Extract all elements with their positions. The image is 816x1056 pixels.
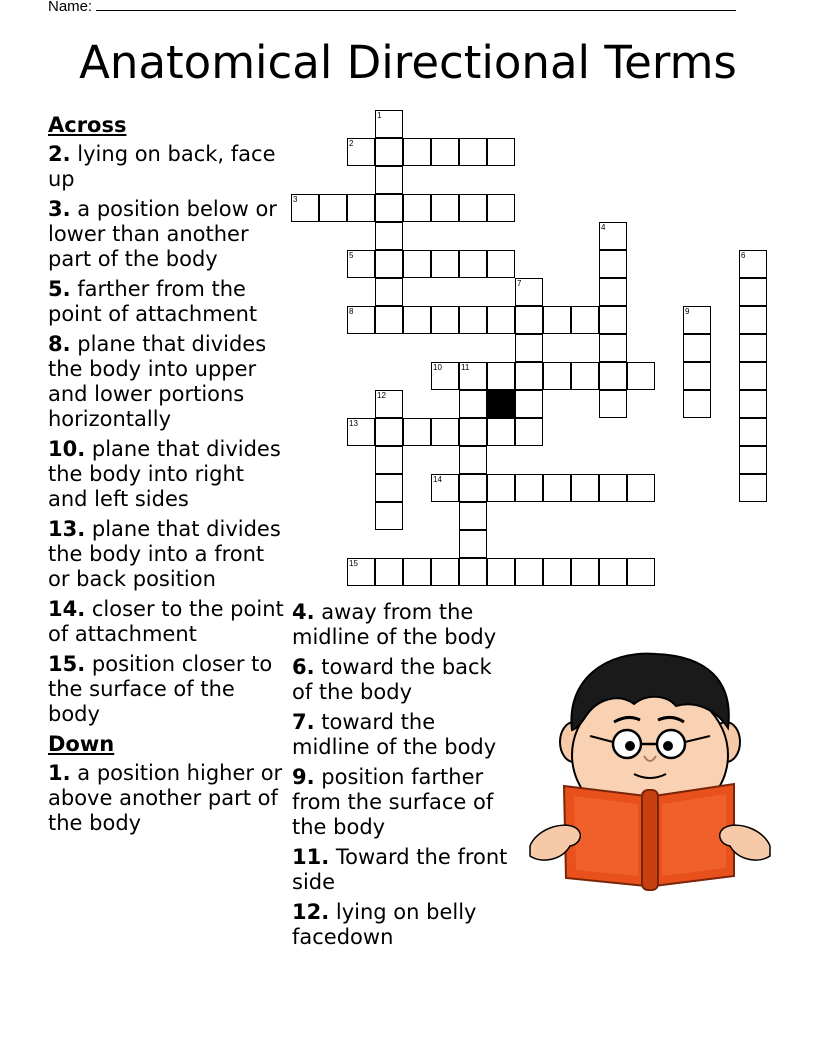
clue-number: 9. bbox=[292, 765, 315, 789]
grid-cell[interactable] bbox=[543, 474, 571, 502]
grid-cell[interactable] bbox=[375, 474, 403, 502]
clue-number: 10. bbox=[48, 437, 86, 461]
grid-cell[interactable] bbox=[347, 306, 375, 334]
grid-cell[interactable] bbox=[431, 306, 459, 334]
grid-cell[interactable] bbox=[459, 250, 487, 278]
grid-cell[interactable] bbox=[375, 418, 403, 446]
clue-number: 5. bbox=[48, 277, 71, 301]
grid-cell[interactable] bbox=[375, 446, 403, 474]
cell-number: 11 bbox=[461, 363, 470, 372]
clue-text: position closer to the surface of the body bbox=[48, 652, 273, 726]
grid-cell[interactable] bbox=[459, 362, 487, 390]
clue-text: plane that divides the body into upper and lower portions horizontally bbox=[48, 332, 267, 431]
grid-cell[interactable] bbox=[375, 250, 403, 278]
grid-cell[interactable] bbox=[375, 110, 403, 138]
cell-number: 1 bbox=[377, 111, 382, 120]
grid-cell[interactable] bbox=[739, 474, 767, 502]
cell-number: 15 bbox=[349, 559, 358, 568]
grid-cell[interactable] bbox=[459, 558, 487, 586]
grid-cell[interactable] bbox=[375, 558, 403, 586]
across-clue bbox=[48, 142, 284, 192]
grid-cell[interactable] bbox=[459, 446, 487, 474]
name-label: Name: bbox=[48, 0, 93, 15]
grid-cell[interactable] bbox=[375, 138, 403, 166]
cell-number: 2 bbox=[349, 139, 354, 148]
grid-cell[interactable] bbox=[403, 194, 431, 222]
grid-cell[interactable] bbox=[431, 474, 459, 502]
down-clue bbox=[48, 761, 284, 836]
grid-cell[interactable] bbox=[431, 558, 459, 586]
clue-number: 4. bbox=[292, 600, 315, 624]
grid-cell[interactable] bbox=[403, 138, 431, 166]
clue-text: farther from the point of attachment bbox=[48, 277, 258, 326]
grid-cell[interactable] bbox=[431, 362, 459, 390]
cell-number: 5 bbox=[349, 251, 354, 260]
grid-cell[interactable] bbox=[599, 474, 627, 502]
cell-number: 14 bbox=[433, 475, 442, 484]
grid-cell[interactable] bbox=[375, 502, 403, 530]
grid-cell[interactable] bbox=[571, 558, 599, 586]
grid-cell[interactable] bbox=[347, 250, 375, 278]
across-clue bbox=[48, 197, 284, 272]
clue-text: position farther from the surface of the body bbox=[292, 765, 494, 839]
grid-cell[interactable] bbox=[459, 418, 487, 446]
grid-cell[interactable] bbox=[459, 502, 487, 530]
clue-number: 8. bbox=[48, 332, 71, 356]
grid-cell[interactable] bbox=[375, 390, 403, 418]
cell-number: 8 bbox=[349, 307, 354, 316]
clue-number: 2. bbox=[48, 142, 71, 166]
grid-cell[interactable] bbox=[543, 558, 571, 586]
clue-number: 12. bbox=[292, 900, 330, 924]
boy-reading-book-icon bbox=[526, 650, 776, 910]
across-heading: Across bbox=[48, 113, 127, 137]
grid-cell[interactable] bbox=[319, 194, 347, 222]
grid-cell[interactable] bbox=[375, 278, 403, 306]
grid-cell[interactable] bbox=[431, 194, 459, 222]
grid-cell[interactable] bbox=[515, 362, 543, 390]
grid-cell[interactable] bbox=[487, 194, 515, 222]
grid-cell[interactable] bbox=[571, 306, 599, 334]
grid-cell[interactable] bbox=[515, 474, 543, 502]
grid-cell[interactable] bbox=[375, 222, 403, 250]
clue-column-left bbox=[48, 113, 284, 841]
grid-cell[interactable] bbox=[599, 362, 627, 390]
clue-text: plane that divides the body into right and left sides bbox=[48, 437, 281, 511]
across-clue bbox=[48, 437, 284, 512]
grid-cell[interactable] bbox=[375, 166, 403, 194]
grid-cell[interactable] bbox=[431, 418, 459, 446]
across-clue bbox=[48, 517, 284, 592]
grid-cell[interactable] bbox=[487, 306, 515, 334]
clue-text: lying on belly facedown bbox=[292, 900, 477, 949]
grid-cell[interactable] bbox=[403, 306, 431, 334]
down-clue bbox=[292, 765, 517, 840]
cell-number: 3 bbox=[293, 195, 298, 204]
name-field bbox=[48, 0, 736, 15]
grid-cell[interactable] bbox=[487, 362, 515, 390]
grid-cell[interactable] bbox=[739, 362, 767, 390]
grid-cell[interactable] bbox=[487, 250, 515, 278]
down-clue bbox=[292, 655, 517, 705]
cell-number: 4 bbox=[601, 223, 606, 232]
grid-cell[interactable] bbox=[571, 474, 599, 502]
grid-cell[interactable] bbox=[487, 558, 515, 586]
down-clue bbox=[292, 600, 517, 650]
grid-cell[interactable] bbox=[627, 362, 655, 390]
grid-cell[interactable] bbox=[515, 334, 543, 362]
down-clue bbox=[292, 900, 517, 950]
clue-text: closer to the point of attachment bbox=[48, 597, 284, 646]
across-clue bbox=[48, 597, 284, 647]
cell-number: 6 bbox=[741, 251, 746, 260]
grid-cell[interactable] bbox=[347, 418, 375, 446]
grid-block bbox=[487, 390, 515, 418]
grid-cell[interactable] bbox=[515, 558, 543, 586]
grid-cell[interactable] bbox=[459, 306, 487, 334]
grid-cell[interactable] bbox=[599, 558, 627, 586]
grid-cell[interactable] bbox=[543, 362, 571, 390]
grid-cell[interactable] bbox=[403, 418, 431, 446]
grid-cell[interactable] bbox=[487, 418, 515, 446]
grid-cell[interactable] bbox=[375, 194, 403, 222]
clue-text: away from the midline of the body bbox=[292, 600, 497, 649]
grid-cell[interactable] bbox=[487, 474, 515, 502]
clue-number: 7. bbox=[292, 710, 315, 734]
grid-cell[interactable] bbox=[739, 446, 767, 474]
grid-cell[interactable] bbox=[739, 390, 767, 418]
grid-cell[interactable] bbox=[431, 250, 459, 278]
grid-cell[interactable] bbox=[291, 194, 319, 222]
grid-cell[interactable] bbox=[599, 278, 627, 306]
clue-number: 15. bbox=[48, 652, 86, 676]
grid-cell[interactable] bbox=[683, 306, 711, 334]
grid-cell[interactable] bbox=[375, 306, 403, 334]
grid-cell[interactable] bbox=[403, 250, 431, 278]
cell-number: 13 bbox=[349, 419, 358, 428]
grid-cell[interactable] bbox=[515, 390, 543, 418]
grid-cell[interactable] bbox=[459, 474, 487, 502]
clue-number: 6. bbox=[292, 655, 315, 679]
clue-number: 3. bbox=[48, 197, 71, 221]
cell-number: 12 bbox=[377, 391, 386, 400]
grid-cell[interactable] bbox=[347, 138, 375, 166]
clue-column-middle bbox=[292, 600, 517, 955]
grid-cell[interactable] bbox=[459, 390, 487, 418]
name-write-line[interactable] bbox=[96, 0, 736, 11]
grid-cell[interactable] bbox=[487, 138, 515, 166]
grid-cell[interactable] bbox=[739, 278, 767, 306]
clue-number: 13. bbox=[48, 517, 86, 541]
grid-cell[interactable] bbox=[515, 278, 543, 306]
cell-number: 7 bbox=[517, 279, 522, 288]
grid-cell[interactable] bbox=[431, 138, 459, 166]
clue-number: 14. bbox=[48, 597, 86, 621]
grid-cell[interactable] bbox=[683, 334, 711, 362]
grid-cell[interactable] bbox=[543, 306, 571, 334]
grid-cell[interactable] bbox=[347, 558, 375, 586]
grid-cell[interactable] bbox=[599, 306, 627, 334]
grid-cell[interactable] bbox=[459, 530, 487, 558]
grid-cell[interactable] bbox=[739, 306, 767, 334]
grid-cell[interactable] bbox=[739, 334, 767, 362]
grid-cell[interactable] bbox=[599, 250, 627, 278]
clue-number: 1. bbox=[48, 761, 71, 785]
grid-cell[interactable] bbox=[739, 418, 767, 446]
across-clue bbox=[48, 277, 284, 327]
grid-cell[interactable] bbox=[347, 194, 375, 222]
clue-number: 11. bbox=[292, 845, 330, 869]
grid-cell[interactable] bbox=[599, 390, 627, 418]
grid-cell[interactable] bbox=[459, 194, 487, 222]
grid-cell[interactable] bbox=[599, 334, 627, 362]
clue-text: plane that divides the body into a front or back position bbox=[48, 517, 281, 591]
grid-cell[interactable] bbox=[599, 222, 627, 250]
clue-text: Toward the front side bbox=[292, 845, 508, 894]
clue-text: toward the midline of the body bbox=[292, 710, 497, 759]
clue-text: a position higher or above another part of the body bbox=[48, 761, 283, 835]
grid-cell[interactable] bbox=[515, 306, 543, 334]
cell-number: 9 bbox=[685, 307, 690, 316]
grid-cell[interactable] bbox=[403, 558, 431, 586]
down-heading: Down bbox=[48, 732, 115, 756]
clue-text: a position below or lower than another part of the body bbox=[48, 197, 277, 271]
grid-cell[interactable] bbox=[739, 250, 767, 278]
grid-cell[interactable] bbox=[571, 362, 599, 390]
across-clue bbox=[48, 652, 284, 727]
page-title: Anatomical Directional Terms bbox=[79, 36, 737, 89]
across-clue bbox=[48, 332, 284, 432]
down-clue bbox=[292, 845, 517, 895]
cell-number: 10 bbox=[433, 363, 442, 372]
grid-cell[interactable] bbox=[683, 390, 711, 418]
grid-cell[interactable] bbox=[627, 558, 655, 586]
down-clue bbox=[292, 710, 517, 760]
clue-text: lying on back, face up bbox=[48, 142, 276, 191]
grid-cell[interactable] bbox=[515, 418, 543, 446]
grid-cell[interactable] bbox=[627, 474, 655, 502]
clue-text: toward the back of the body bbox=[292, 655, 492, 704]
grid-cell[interactable] bbox=[683, 362, 711, 390]
grid-cell[interactable] bbox=[459, 138, 487, 166]
